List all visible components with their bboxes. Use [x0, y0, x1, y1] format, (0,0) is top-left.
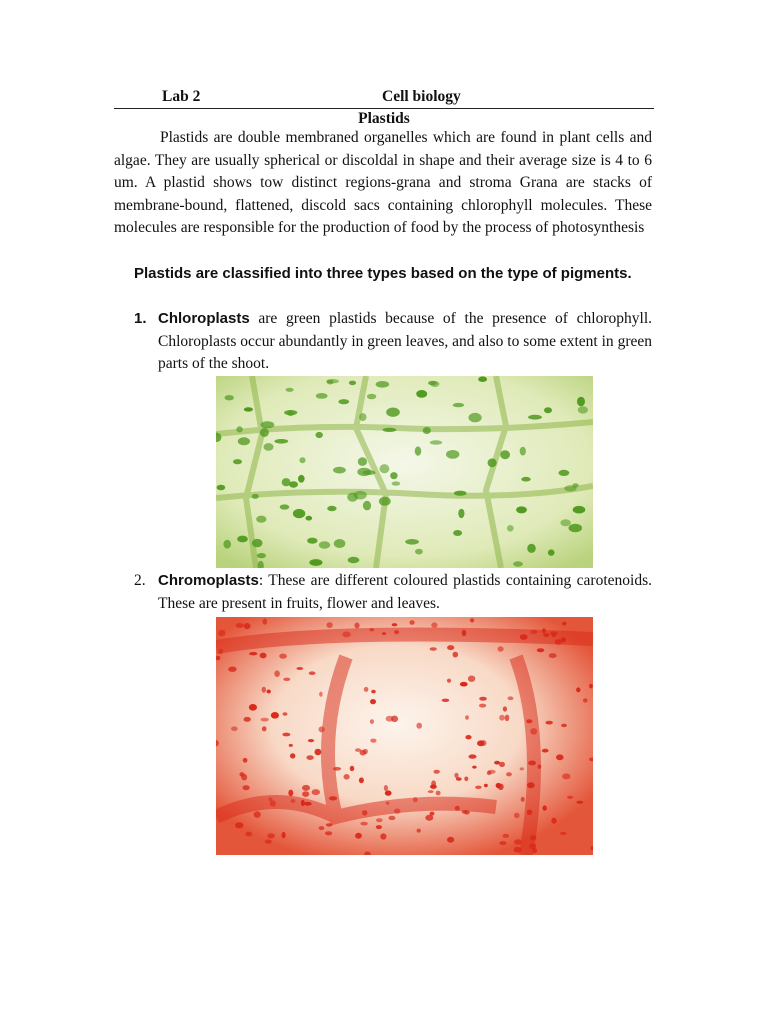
classification-statement: Plastids are classified into three types based on the type of pigments.	[134, 265, 632, 282]
organelle-dot	[537, 648, 544, 652]
organelle-dot	[431, 622, 437, 627]
organelle-dot	[458, 509, 464, 518]
organelle-dot	[560, 832, 566, 835]
organelle-dot	[447, 679, 451, 683]
organelle-dot	[283, 678, 290, 681]
organelle-dot	[503, 706, 507, 711]
organelle-dot	[233, 459, 242, 464]
organelle-dot	[430, 812, 435, 816]
organelle-dot	[326, 622, 332, 628]
organelle-dot	[462, 630, 467, 636]
organelle-dot	[342, 632, 350, 638]
organelle-dot	[576, 687, 580, 692]
organelle-dot	[520, 447, 526, 456]
organelle-dot	[470, 618, 474, 622]
organelle-dot	[238, 437, 250, 445]
organelle-dot	[488, 770, 496, 774]
list-number: 2.	[134, 572, 146, 589]
organelle-dot	[254, 811, 261, 818]
term-chloroplasts: Chloroplasts	[158, 310, 250, 327]
organelle-dot	[359, 777, 364, 783]
organelle-dot	[283, 712, 288, 716]
organelle-dot	[280, 504, 290, 509]
organelle-dot	[249, 652, 257, 655]
organelle-dot	[455, 806, 460, 811]
organelle-dot	[257, 553, 266, 558]
organelle-dot	[315, 749, 322, 756]
organelle-dot	[235, 822, 243, 828]
organelle-dot	[560, 519, 571, 526]
organelle-dot	[289, 481, 298, 487]
organelle-dot	[520, 634, 528, 640]
organelle-dot	[334, 539, 346, 548]
organelle-dot	[260, 653, 267, 659]
organelle-dot	[472, 766, 476, 769]
organelle-dot	[546, 721, 553, 725]
organelle-dot	[589, 684, 593, 689]
organelle-dot	[261, 718, 269, 722]
organelle-dot	[503, 834, 510, 838]
organelle-dot	[326, 823, 333, 826]
organelle-dot	[291, 799, 296, 803]
organelle-dot	[465, 715, 469, 720]
organelle-dot	[264, 443, 274, 451]
organelle-dot	[333, 467, 346, 474]
organelle-dot	[282, 733, 290, 737]
organelle-dot	[333, 767, 341, 771]
organelle-dot	[299, 457, 305, 463]
organelle-dot	[269, 797, 273, 801]
organelle-dot	[271, 712, 279, 719]
organelle-dot	[576, 801, 583, 804]
organelle-dot	[289, 744, 293, 747]
organelle-dot	[349, 381, 356, 386]
organelle-dot	[529, 843, 536, 849]
organelle-dot	[357, 468, 371, 476]
organelle-dot	[475, 786, 482, 789]
organelle-dot	[569, 524, 583, 533]
organelle-dot	[494, 761, 500, 765]
organelle-dot	[415, 446, 421, 455]
organelle-dot	[244, 407, 253, 411]
chloroplasts-description: are green plastids because of the presence of chlorophyll. Chloroplasts occur abundantly in green leaves, and also to some extent in green parts of the shoot.	[158, 310, 652, 373]
organelle-dot	[392, 623, 398, 626]
organelle-dot	[468, 676, 475, 682]
organelle-dot	[302, 791, 309, 797]
organelle-dot	[262, 726, 267, 731]
chromoplast-micrograph-graphic	[216, 617, 593, 855]
organelle-dot	[376, 381, 390, 388]
organelle-dot	[434, 770, 440, 774]
organelle-dot	[577, 397, 585, 407]
organelle-dot	[447, 837, 454, 843]
organelle-dot	[309, 559, 322, 566]
organelle-dot	[394, 809, 400, 814]
organelle-dot	[319, 541, 330, 548]
organelle-dot	[308, 739, 314, 742]
organelle-dot	[370, 628, 375, 631]
chloroplast-micrograph-graphic	[216, 376, 593, 568]
organelle-dot	[256, 516, 266, 523]
organelle-dot	[415, 549, 423, 555]
organelle-dot	[293, 509, 305, 518]
organelle-dot	[530, 630, 537, 634]
organelle-dot	[363, 501, 371, 511]
organelle-dot	[338, 399, 349, 404]
organelle-dot	[469, 413, 482, 423]
organelle-dot	[542, 749, 549, 753]
organelle-dot	[363, 749, 368, 754]
organelle-dot	[288, 790, 293, 797]
organelle-dot	[304, 802, 312, 806]
organelle-dot	[542, 628, 546, 633]
organelle-dot	[430, 381, 439, 387]
organelle-dot	[478, 376, 487, 382]
organelle-dot	[499, 841, 506, 845]
organelle-dot	[416, 390, 427, 398]
organelle-dot	[464, 777, 468, 782]
organelle-dot	[394, 630, 399, 634]
organelle-dot	[312, 789, 320, 795]
organelle-dot	[370, 699, 376, 704]
organelle-dot	[219, 649, 224, 654]
organelle-dot	[249, 704, 257, 711]
organelle-dot	[236, 623, 244, 628]
organelle-dot	[526, 719, 532, 723]
organelle-dot	[360, 822, 367, 826]
organelle-dot	[386, 802, 390, 805]
organelle-dot	[417, 829, 421, 833]
organelle-dot	[549, 653, 557, 658]
organelle-dot	[500, 450, 510, 459]
organelle-dot	[316, 393, 328, 399]
organelle-dot	[496, 783, 502, 788]
organelle-dot	[453, 403, 464, 407]
organelle-dot	[521, 797, 525, 802]
organelle-dot	[499, 715, 505, 721]
organelle-dot	[460, 682, 468, 687]
organelle-dot	[223, 540, 231, 549]
organelle-dot	[274, 439, 288, 444]
organelle-dot	[538, 765, 542, 769]
lab-number: Lab 2	[162, 88, 201, 105]
organelle-dot	[306, 755, 313, 760]
organelle-dot	[430, 440, 442, 444]
organelle-dot	[530, 728, 537, 735]
organelle-dot	[514, 839, 522, 844]
organelle-dot	[548, 549, 555, 555]
organelle-dot	[480, 740, 487, 746]
organelle-dot	[316, 432, 323, 438]
organelle-dot	[329, 796, 337, 800]
organelle-dot	[446, 450, 459, 459]
organelle-dot	[508, 696, 514, 700]
organelle-dot	[236, 426, 242, 432]
organelle-dot	[355, 748, 361, 752]
organelle-dot	[573, 506, 586, 514]
organelle-dot	[225, 395, 234, 400]
organelle-dot	[274, 670, 280, 677]
organelle-dot	[561, 637, 566, 642]
organelle-dot	[390, 472, 397, 479]
organelle-dot	[243, 758, 248, 763]
organelle-dot	[552, 632, 556, 637]
organelle-dot	[376, 825, 382, 829]
organelle-dot	[527, 810, 533, 816]
organelle-dot	[319, 826, 325, 830]
organelle-dot	[355, 833, 362, 839]
chromoplast-micrograph	[216, 617, 593, 855]
organelle-dot	[262, 687, 266, 693]
list-item-chloroplasts	[134, 308, 652, 376]
organelle-dot	[364, 687, 369, 692]
chloroplast-micrograph	[216, 376, 593, 568]
organelle-dot	[279, 654, 287, 659]
organelle-dot	[453, 652, 459, 658]
organelle-dot	[430, 647, 437, 650]
organelle-dot	[267, 833, 275, 838]
organelle-dot	[410, 620, 415, 625]
section-title: Plastids	[358, 110, 410, 127]
organelle-dot	[488, 458, 497, 467]
organelle-dot	[380, 833, 386, 839]
organelle-dot	[583, 698, 588, 702]
organelle-dot	[362, 810, 367, 815]
organelle-dot	[370, 739, 376, 743]
organelle-dot	[319, 692, 323, 697]
organelle-dot	[527, 782, 535, 788]
organelle-dot	[267, 690, 271, 694]
organelle-dot	[379, 497, 391, 506]
organelle-dot	[392, 481, 401, 485]
organelle-dot	[245, 832, 252, 837]
organelle-dot	[217, 485, 226, 491]
organelle-dot	[528, 761, 536, 766]
organelle-dot	[544, 407, 552, 413]
organelle-dot	[307, 538, 317, 544]
organelle-dot	[385, 790, 392, 795]
organelle-dot	[306, 516, 313, 521]
organelle-dot	[479, 697, 487, 701]
organelle-dot	[507, 525, 514, 532]
organelle-dot	[301, 800, 305, 806]
organelle-dot	[228, 667, 236, 672]
course-title: Cell biology	[382, 88, 461, 105]
organelle-dot	[290, 753, 295, 758]
organelle-dot	[282, 832, 286, 838]
organelle-dot	[413, 797, 418, 802]
organelle-dot	[431, 780, 436, 786]
organelle-dot	[479, 704, 486, 708]
organelle-dot	[261, 421, 275, 428]
organelle-dot	[286, 388, 294, 392]
chromoplasts-description: : These are different coloured plastids containing carotenoids. These are present in fruits, flower and leaves.	[158, 572, 652, 612]
organelle-dot	[453, 530, 462, 536]
organelle-dot	[327, 506, 336, 511]
list-item-body	[158, 570, 652, 615]
organelle-dot	[243, 785, 250, 790]
organelle-dot	[327, 380, 334, 385]
organelle-dot	[469, 754, 477, 758]
organelle-dot	[528, 415, 542, 420]
organelle-dot	[244, 623, 251, 629]
organelle-dot	[454, 491, 467, 496]
term-chromoplasts: Chromoplasts	[158, 572, 259, 589]
organelle-dot	[252, 494, 259, 499]
organelle-dot	[370, 719, 374, 724]
organelle-dot	[498, 646, 504, 651]
organelle-dot	[436, 791, 441, 796]
intro-paragraph: Plastids are double membraned organelles which are found in plant cells and algae. They are usually spherical or discoldal in shape and their average size is 4 to 6 um. A plastid shows tow distinct regions-grana and stroma Grana are stacks of membrane-bound, flattened, discold sacs containing chlorophyll molecules. These molecules are responsible for the production of food by the process of photosynthesis	[114, 129, 652, 237]
organelle-dot	[237, 536, 248, 543]
organelle-dot	[371, 690, 375, 694]
organelle-dot	[505, 715, 510, 722]
list-number: 1.	[134, 310, 147, 327]
organelle-dot	[561, 724, 567, 728]
organelle-dot	[405, 539, 419, 545]
organelle-dot	[350, 766, 355, 771]
organelle-dot	[358, 457, 367, 466]
organelle-dot	[218, 630, 225, 636]
organelle-dot	[562, 773, 570, 779]
organelle-dot	[530, 835, 536, 840]
organelle-dot	[416, 723, 422, 729]
organelle-dot	[428, 790, 434, 793]
organelle-dot	[270, 800, 276, 806]
page-header	[114, 86, 654, 109]
organelle-dot	[442, 699, 450, 702]
organelle-dot	[383, 428, 397, 432]
organelle-dot	[260, 428, 269, 437]
organelle-dot	[241, 774, 247, 781]
organelle-dot	[425, 815, 433, 821]
organelle-dot	[527, 544, 536, 553]
organelle-dot	[252, 539, 263, 547]
organelle-dot	[562, 622, 566, 626]
organelle-dot	[296, 667, 303, 670]
organelle-dot	[386, 408, 400, 417]
organelle-dot	[506, 772, 512, 776]
organelle-dot	[513, 561, 523, 566]
organelle-dot	[543, 805, 547, 810]
organelle-dot	[520, 767, 524, 770]
organelle-dot	[456, 777, 462, 781]
organelle-dot	[376, 818, 383, 822]
organelle-dot	[359, 413, 366, 421]
organelle-dot	[521, 477, 530, 482]
organelle-dot	[514, 813, 520, 819]
organelle-dot	[298, 475, 305, 483]
organelle-dot	[348, 557, 360, 563]
organelle-dot	[231, 726, 238, 731]
organelle-dot	[559, 470, 570, 476]
organelle-dot	[344, 774, 350, 780]
organelle-dot	[567, 796, 573, 799]
organelle-dot	[572, 483, 578, 487]
organelle-dot	[284, 410, 297, 415]
organelle-dot	[543, 633, 549, 637]
list-item-chromoplasts	[134, 570, 652, 615]
organelle-dot	[302, 785, 310, 791]
organelle-dot	[516, 506, 527, 513]
organelle-dot	[386, 716, 394, 722]
organelle-dot	[551, 818, 556, 824]
organelle-dot	[484, 784, 488, 787]
organelle-dot	[465, 735, 471, 739]
organelle-dot	[384, 785, 388, 791]
organelle-dot	[265, 840, 272, 844]
organelle-dot	[309, 671, 316, 675]
list-item-body	[158, 308, 652, 376]
organelle-dot	[454, 773, 458, 778]
organelle-dot	[388, 816, 395, 820]
organelle-dot	[382, 632, 386, 635]
organelle-dot	[556, 754, 564, 760]
organelle-dot	[263, 619, 268, 625]
organelle-dot	[447, 645, 454, 650]
organelle-dot	[354, 491, 367, 500]
organelle-dot	[514, 847, 522, 853]
organelle-dot	[423, 427, 431, 434]
organelle-dot	[578, 406, 588, 413]
organelle-dot	[367, 394, 376, 400]
organelle-dot	[244, 717, 251, 722]
organelle-dot	[354, 623, 359, 629]
organelle-dot	[319, 726, 325, 732]
organelle-dot	[325, 831, 332, 835]
organelle-dot	[462, 810, 468, 814]
organelle-dot	[380, 464, 390, 473]
